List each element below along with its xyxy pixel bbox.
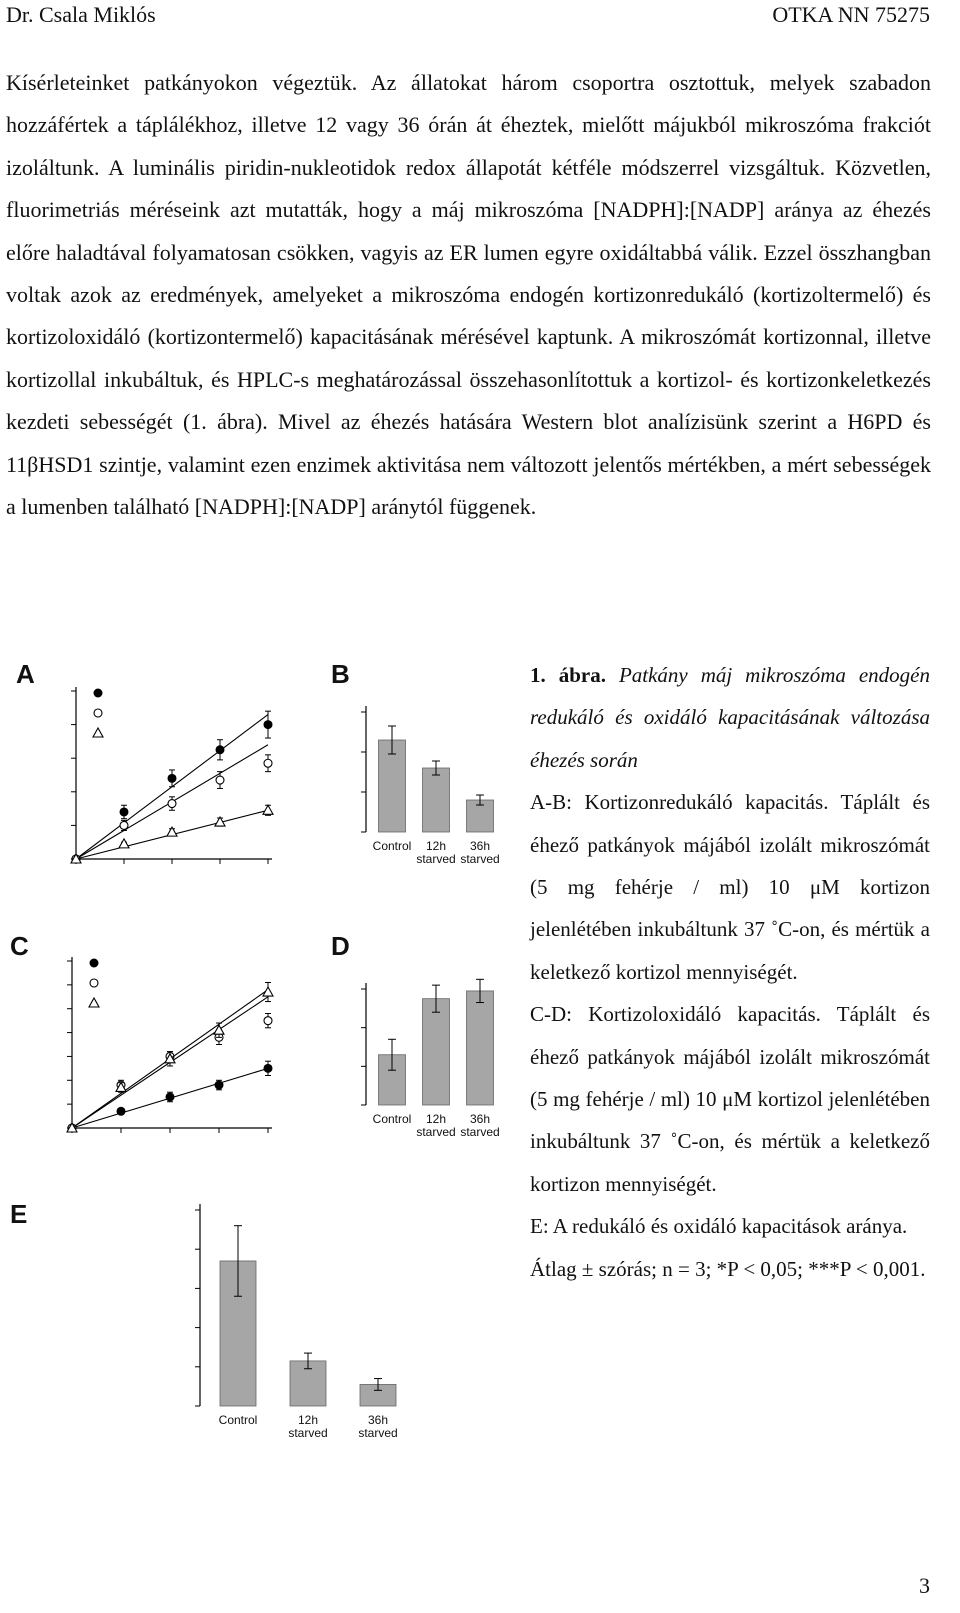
category-label-2: starved <box>358 1426 398 1440</box>
data-point-0-2 <box>168 774 177 783</box>
panel-label-d: D <box>331 931 350 961</box>
panel-label-b: B <box>331 659 350 689</box>
category-label-2: starved <box>460 852 500 866</box>
legend-marker-1 <box>94 709 102 717</box>
category-label-0: Control <box>218 1413 258 1427</box>
caption-title-italic: Patkány máj mikroszóma endogén redukáló és oxidáló kapacitásának változása éhezés során <box>530 663 931 772</box>
category-label-0: Control <box>372 1112 412 1126</box>
category-label-1: starved <box>288 1426 328 1440</box>
bar-1 <box>423 999 450 1105</box>
chart-e-ratio <box>145 1195 415 1455</box>
data-point-1-2 <box>168 800 176 808</box>
data-point-0-1 <box>117 1107 126 1116</box>
data-point-0-4 <box>264 720 273 729</box>
figure-caption <box>530 654 930 1290</box>
data-point-0-3 <box>216 745 225 754</box>
panel-label-a: A <box>16 659 35 689</box>
data-point-0-1 <box>120 807 129 816</box>
category-label-2: 36h <box>469 839 491 853</box>
panel-label-c: C <box>10 931 29 961</box>
chart-b-cortisol-production <box>308 675 508 915</box>
category-label-1: starved <box>416 1125 456 1139</box>
category-label-2: 36h <box>367 1413 389 1427</box>
legend-marker-2 <box>89 998 99 1007</box>
legend-marker-0 <box>90 959 99 968</box>
category-label-1: starved <box>416 852 456 866</box>
category-label-1: 12h <box>425 1112 447 1126</box>
page-number: 3 <box>919 1573 930 1598</box>
data-point-1-1 <box>120 821 128 829</box>
legend-marker-0 <box>94 689 103 698</box>
caption-cd: C-D: Kortizoloxidáló kapacitás. Táplált és éhező patkányok májából izolált mikroszómát (5 mg fehérje / ml) 10 μM kortizol jelenlétében inkubáltunk 37 ˚C-on, és mértük a keletkező kortizon mennyiségét. <box>530 1002 930 1196</box>
chart-c-cortisone-timecourse <box>0 945 310 1185</box>
data-point-2-1 <box>119 839 129 848</box>
caption-title-bold: 1. ábra. <box>530 663 606 687</box>
caption-ab: A-B: Kortizonredukáló kapacitás. Táplált és éhező patkányok májából izolált mikroszómát (5 mg fehérje / ml) 10 μM kortizon jelenlétében inkubáltunk 37 ˚C-on, és mértük a keletkező kortizol mennyiségét. <box>530 790 930 984</box>
header-grant-id: OTKA NN 75275 <box>772 2 930 27</box>
legend-marker-2 <box>93 728 103 737</box>
header-author: Dr. Csala Miklós <box>6 2 156 27</box>
caption-stat: Átlag ± szórás; n = 3; *P < 0,05; ***P < 0,001. <box>530 1256 926 1281</box>
data-point-2-4 <box>263 805 273 814</box>
body-paragraph: Kísérleteinket patkányokon végeztük. Az állatokat három csoportra osztottuk, melyek szabadon hozzáfértek a táplálékhoz, illetve 12 vagy 36 órán át éheztek, mielőtt májukból mikroszóma frakciót izoláltunk. A luminális piridin-nukleotidok redox állapotát kétféle módszerrel vizsgáltuk. Közvetlen, fluorimetriás méréseink azt mutatták, hogy a máj mikroszóma [NADPH]:[NADP] aránya az éhezés előre haladtával folyamatosan csökken, vagyis az ER lumen egyre oxidáltabbá válik. Ezzel összhangban voltak azok az eredmények, amelyeket a mikroszóma endogén kortizonredukáló (kortizoltermelő) és kortizoloxidáló (kortizontermelő) kapacitásának mérésével kaptunk. A mikroszómát kortizonnal, illetve kortizollal inkubáltuk, és HPLC-s meghatározással összehasonlítottuk a kortizol- és kortizonkeletkezés kezdeti sebességét (1. ábra). Mivel az éhezés hatására Western blot analízisünk szerint a H6PD és 11βHSD1 szintje, valamint ezen enzimek aktivitása nem változott jelentős mértékben, a mért sebességek a lumenben található [NADPH]:[NADP] aránytól függenek. <box>6 70 931 520</box>
data-point-1-3 <box>216 776 224 784</box>
chart-a-cortisol-timecourse <box>0 675 310 915</box>
data-point-1-4 <box>264 1017 272 1025</box>
data-point-0-2 <box>166 1092 175 1101</box>
panel-label-e: E <box>10 1199 28 1229</box>
category-label-1: 12h <box>297 1413 319 1427</box>
data-point-0-4 <box>264 1064 273 1073</box>
category-label-1: 12h <box>425 839 447 853</box>
caption-e: E: A redukáló és oxidáló kapacitások aránya. <box>530 1214 908 1239</box>
category-label-0: Control <box>372 839 412 853</box>
category-label-2: starved <box>460 1125 500 1139</box>
data-point-2-2 <box>167 827 177 836</box>
data-point-1-4 <box>264 759 272 767</box>
data-point-0-3 <box>215 1081 224 1090</box>
category-label-2: 36h <box>469 1112 491 1126</box>
bar-1 <box>423 768 450 832</box>
bar-2 <box>467 991 494 1105</box>
legend-marker-1 <box>90 979 98 987</box>
chart-d-cortisone-production <box>308 935 508 1155</box>
